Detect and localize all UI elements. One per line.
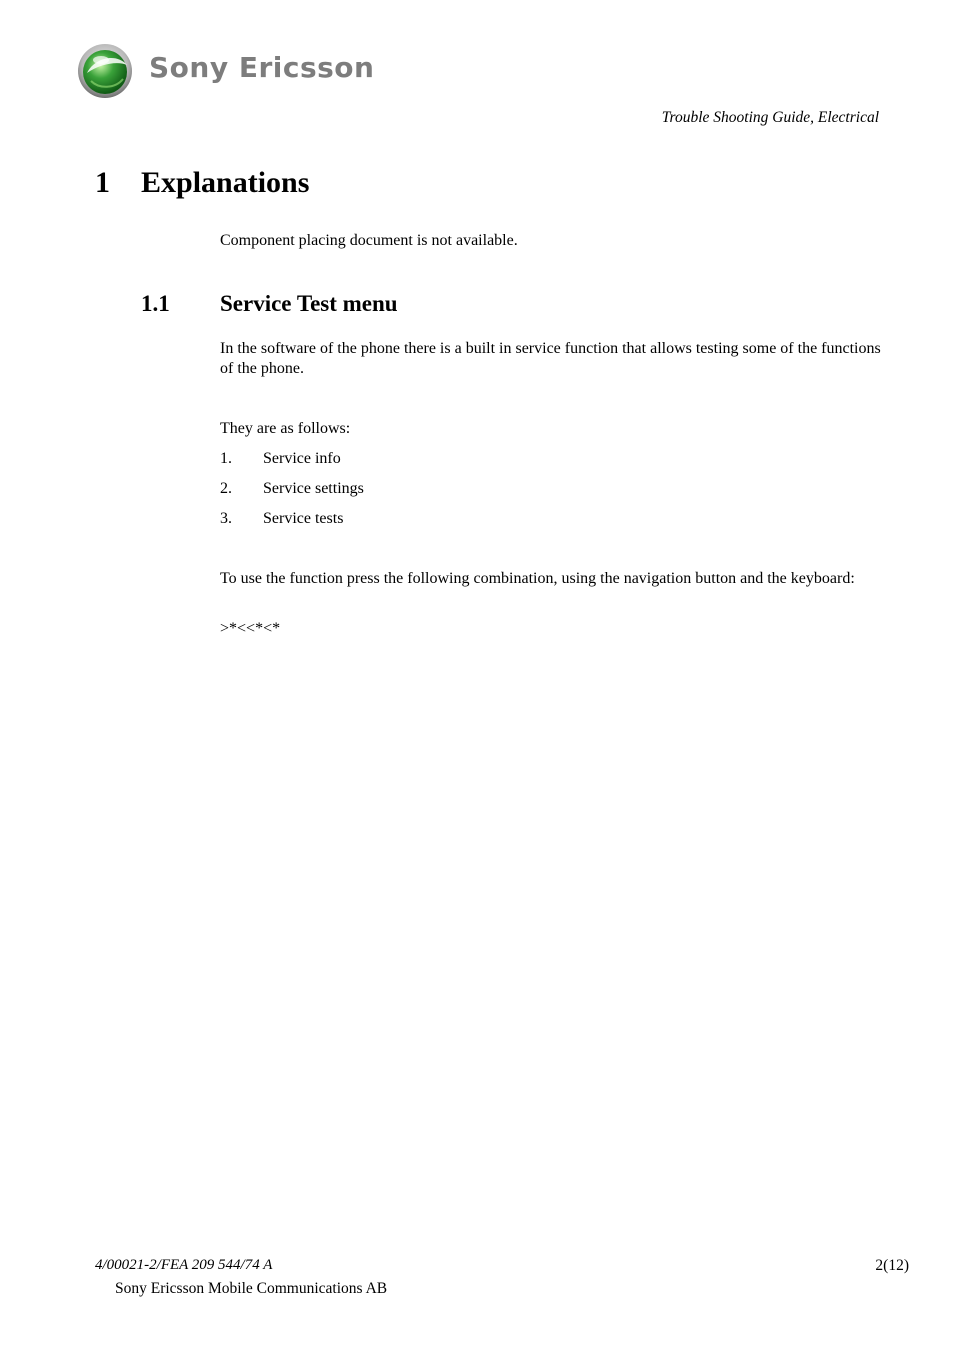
list-item-text: Service settings — [263, 480, 364, 497]
list-item-number: 2. — [220, 480, 232, 497]
logo-wordmark: Sony Ericsson — [149, 51, 375, 84]
section-title: Explanations — [141, 166, 310, 199]
key-combination: >*<<*<* — [220, 620, 281, 637]
document-type-header: Trouble Shooting Guide, Electrical — [661, 109, 879, 126]
service-function-paragraph: In the software of the phone there is a built in service function that allows testing some of the functions of the phone. — [220, 340, 881, 377]
list-item — [220, 509, 364, 539]
section-number: 1 — [95, 166, 110, 199]
page-number: 2(12) — [875, 1257, 909, 1274]
instructions-paragraph: To use the function press the following combination, using the navigation button and the keyboard: — [220, 570, 855, 587]
sony-ericsson-globe-icon — [77, 43, 135, 99]
document-number: 4/00021-2/FEA 209 544/74 A — [95, 1257, 273, 1273]
section-heading — [95, 166, 309, 200]
subsection-title: Service Test menu — [220, 291, 398, 316]
list-item — [220, 449, 364, 479]
follows-paragraph: They are as follows: — [220, 420, 351, 437]
service-menu-list — [220, 449, 364, 539]
company-name: Sony Ericsson Mobile Communications AB — [115, 1280, 388, 1297]
sony-ericsson-logo — [77, 43, 375, 99]
list-item-text: Service info — [263, 450, 341, 467]
list-item — [220, 479, 364, 509]
subsection-heading — [141, 291, 398, 317]
list-item-number: 1. — [220, 450, 232, 467]
list-item-number: 3. — [220, 510, 232, 527]
intro-paragraph: Component placing document is not available. — [220, 232, 518, 249]
list-item-text: Service tests — [263, 510, 344, 527]
subsection-number: 1.1 — [141, 291, 170, 316]
